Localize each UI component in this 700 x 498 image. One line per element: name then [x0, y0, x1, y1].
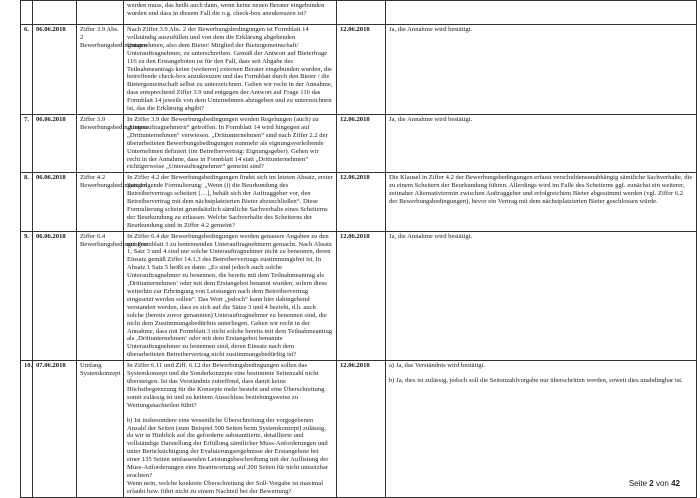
question-topic	[77, 1, 124, 25]
questions-table	[20, 0, 697, 498]
table-row	[21, 114, 697, 172]
answer-paragraph: a) Ja, das Verständnis wird bestätigt.	[389, 362, 486, 370]
answer-paragraph: Ja, die Annahme wird bestätigt.	[389, 26, 473, 33]
answer-text	[386, 1, 697, 25]
answer-text	[386, 173, 697, 231]
table-row	[21, 361, 697, 498]
question-paragraph: b) Ist insbesondere eine wesentliche Überschreitung der vorgegebenen Anzahl der Seiten (zum Beispiel 500 Seiten beim Systemkonzept) zulässig, da wir in Hinblick auf die geforderte substantiierte, detaillierte und vollständige Darstellung der Erfüllung sämtlicher Muss-Anforderungen und unter Berücksichtigung der Evaluierungsergebnisse der Erstangebote bei einer 135 Seiten umfassenden Leistungsbeschreibung mit der Auflistung der Muss-Anforderungen eine Beantwortung auf 200 Seiten für nicht umsetzbar erachten?	[127, 416, 329, 479]
question-paragraph: In Ziffer 4.2 der Bewerbungsbedingungen findet sich im letzten Absatz, erster Satz folgende Formulierung: „Wenn (i) die Beurkundung des Betreibervertrags scheitert […], behält sich der Auftraggeber vor, den Betreibervertrag mit dem nächstplatzierten Bieter abzuschließen“. Diese Formulierung scheint grundsätzlich sämtliche Sachverhalte eines Scheiterns der Beurkundung zu erfassen. Welche Sachverhalte des Scheiterns der Beurkundung sind in Ziffer 4.2 gemeint?	[127, 174, 333, 229]
answer-date: 12.06.2018	[337, 231, 386, 361]
row-number: 7.	[21, 114, 33, 172]
page-total: 42	[671, 479, 680, 488]
question-topic: Umfang Systemkonzept	[77, 361, 124, 498]
table-row	[21, 25, 697, 115]
question-date: 07.06.2018	[33, 361, 77, 498]
answer-date	[337, 1, 386, 25]
question-date: 06.06.2018	[33, 25, 77, 115]
page-label: Seite	[628, 479, 650, 488]
question-date: 06.06.2018	[33, 231, 77, 361]
question-text	[124, 25, 337, 115]
answer-paragraph: Ja, die Annahme wird bestätigt.	[389, 115, 473, 123]
question-paragraph: Wenn nein, welche konkrete Überschreitung der Soll-Vorgabe ist maximal erlaubt bzw. führt nicht zu einem Nachteil bei der Bewertung?	[127, 479, 324, 495]
question-date: 06.06.2018	[33, 114, 77, 172]
question-paragraph: Nach Ziffer 3.9 Abs. 2 der Bewerbungsbedingungen ist Formblatt 14 vollständig auszufüllen und von dem die Erklärung abgebenden Unternehmen, also dem Bieter/ Mitglied der Bietergemeinschaft/ Unterauftragnehmer, zu unterschreiben. Gemäß der Antwort auf Bieterfrage 116 zu den Erstangeboten ist für den Fall, dass seit Abgabe des Teilnahmeantrags keine (weiteren) externen Berater eingebunden wurden, die betreffende check-box anzukreuzen und das Formblatt durch den Bieter / die Bietergemeinschaft selbst zu unterzeichnen. Gehen wir recht in der Annahme, dass entsprechend Ziffer 3.9 und entgegen der Antwort auf Frage 116 das Formblatt 14 jeweils von dem Unternehmen abzugeben und zu unterzeichnen ist, das die Erklärung abgibt?	[127, 26, 333, 113]
question-paragraph: werden muss, das heißt auch dann, wenn keine neuen Berater eingebunden wurden und dass in diesem Fall die o.g. check-box anzukreuzen ist?	[127, 2, 325, 17]
row-number: 10.	[21, 361, 33, 498]
question-topic: Ziffer 3.9 Bewerbungsbedingungen	[77, 114, 124, 172]
question-text	[124, 231, 337, 361]
answer-paragraph: Ja, die Annahme wird bestätigt.	[389, 232, 473, 240]
row-number: 6.	[21, 25, 33, 115]
question-topic: Ziffer 3.9 Abs. 2 Bewerbungsbedingungen	[77, 25, 124, 115]
table-row	[21, 231, 697, 361]
answer-date: 12.06.2018	[337, 114, 386, 172]
table-row	[21, 1, 697, 25]
row-number: 8.	[21, 173, 33, 231]
question-text	[124, 1, 337, 25]
answer-text	[386, 231, 697, 361]
question-paragraph: In Ziffer 6.4 der Bewerbungsbedingungen werden genauere Angaben zu den mit Formblatt 3 zu benennenden Unterauftragnehmern gemacht. Nach Absatz 1, Satz 3 und 4 sind nur solche Unterauftragnehmer nicht zu benennen, deren Einsatz gemäß Ziffer 14.1.3 des Betreibervertrags zustimmungsfrei ist. In Absatz 1 Satz 5 heißt es dann: „Es sind jedoch auch solche Unterauftragnehmer zu benennen, die bereits mit dem Teilnahmeantrag als ‚Drittunternehmen‘ oder mit dem Erstangebot benannt wurden, sofern diese weiterhin zur Erbringung von Leistungen nach dem Betreibervertrag eingesetzt werden sollen“. Das Wort „jedoch“ kann hier dahingehend verstanden werden, dass es sich auf die Sätze 3 und 4 bezieht, d.h. auch solche (bereits zuvor genannten) Unterauftragnehmer zu benennen sind, die nicht dem Zustimmungsbedürfnis unterliegen. Gehen wir recht in der Annahme, dass mit Formblatt 3 nicht solche bereits mit dem Teilnahmeantrag als ‚Drittunternehmen‘ oder mit dem Erstangebot benannte Unterauftragnehmer zu benennen sind, deren Einsatz nach dem überarbeiteten Betreibervertrag nicht zustimmungsbedürftig ist?	[127, 232, 333, 359]
answer-text	[386, 361, 697, 498]
answer-date: 12.06.2018	[337, 173, 386, 231]
question-text	[124, 114, 337, 172]
page-number: 2	[649, 479, 654, 488]
answer-text	[386, 114, 697, 172]
table-row	[21, 173, 697, 231]
question-topic: Ziffer 4.2 Bewerbungsbedingungen	[77, 173, 124, 231]
answer-paragraph: b) Ja, dies ist zulässig, jedoch soll die Seitenzahlvorgabe nur überschritten werden, soweit dies unabdingbar ist.	[389, 377, 683, 385]
question-paragraph: In Ziffer 6.11 und Ziff. 6.12 der Bewerbungsbedingungen sollen das Systemkonzept und die Sonderkonzepte eine bestimmte Seitenzahl nicht übersteigen. Ist das Verständnis zutreffend, dass damit keine Höchstbegrenzung für die Konzepte mehr besteht und eine Überschreitung somit zulässig ist und zu keinem Ausschluss beziehungsweise zu Wertungsnachteilen führt?	[127, 362, 325, 409]
question-date	[33, 1, 77, 25]
row-number	[21, 1, 33, 25]
answer-date: 12.06.2018	[337, 361, 386, 498]
answer-text	[386, 25, 697, 115]
question-text	[124, 173, 337, 231]
question-text	[124, 361, 337, 498]
question-date: 06.06.2018	[33, 173, 77, 231]
question-paragraph: In Ziffer 3.9 der Bewerbungsbedingungen werden Regelungen (auch) zu „Unterauftragnehmern“ getroffen. In Formblatt 14 wird hingegen auf „Drittunternehmen“ verwiesen. „Drittunternehmen“ sind nach Ziffer 2.2 der überarbeiteten Bewerbungsbedingungen nunmehr als eignungsverleihende Unternehmen definiert (im Betreiberverträg: Eignungsgeber). Gehen wir recht in der Annahme, dass in Formblatt 14 statt „Drittunternehmen“ richtigerweise „Unterauftragnehmer“ gemeint sind?	[127, 115, 328, 171]
page-footer	[629, 479, 680, 488]
question-topic: Ziffer 6.4 Bewerbungsbedingungen	[77, 231, 124, 361]
answer-date: 12.06.2018	[337, 25, 386, 115]
answer-paragraph: Die Klausel in Ziffer 4.2 der Bewerbungsbedingungen erfasst verschuldensunabhängig sämtliche Sachverhalte, die zu einem Scheitern der Beurkundung führen. Allerdings wird im Falle des Scheiterns ggf. zunächst ein weiterer, zeitnaher Alternativtermin zwischen Auftraggeber und erfolgreichem Bieter abgestimmt werden (vgl. Ziffer 6.2 der Bewerbungsbedingungen), bevor ein Vertrag mit dem nächstplatzierten Bieter geschlossen würde.	[389, 174, 693, 206]
page-of-label: von	[653, 479, 672, 488]
row-number: 9.	[21, 231, 33, 361]
